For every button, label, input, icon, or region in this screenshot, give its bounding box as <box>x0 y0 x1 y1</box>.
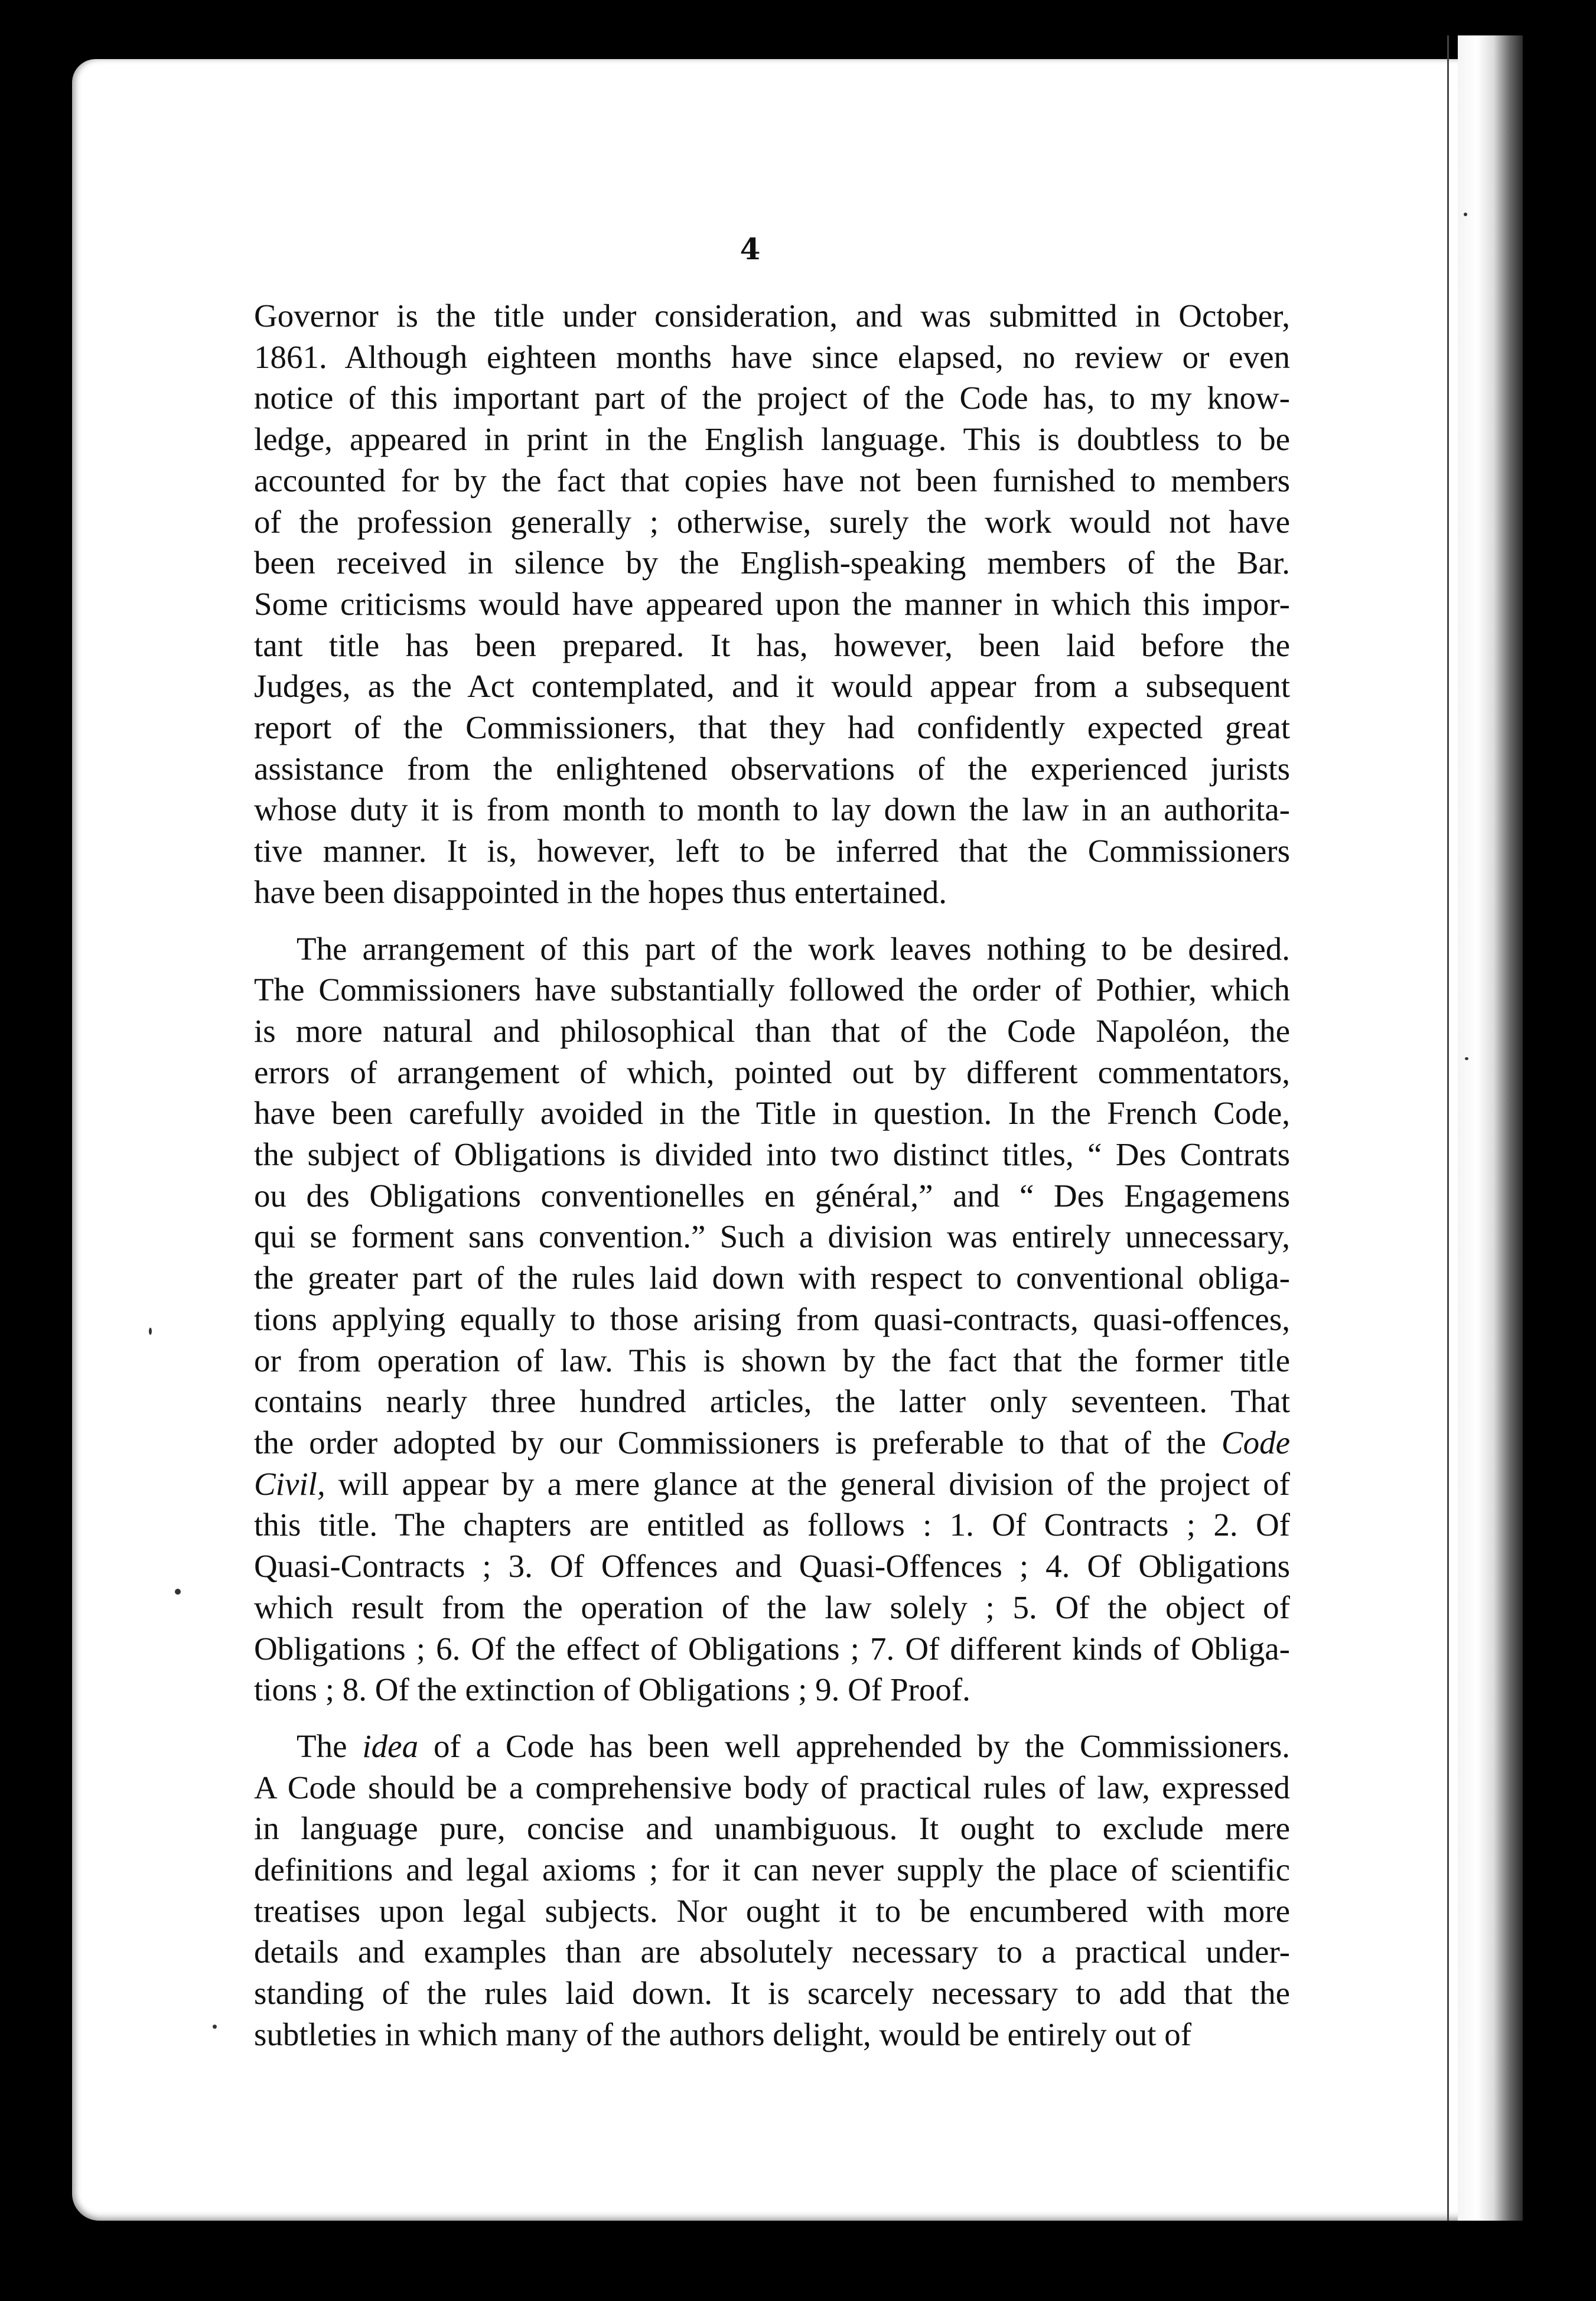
italic-word: idea <box>362 1728 419 1764</box>
text-line: the greater part of the rules laid down with respect to conventional obliga- <box>254 1260 1290 1296</box>
binding-gutter <box>1458 35 1523 2221</box>
text-line: definitions and legal axioms ; for it can never supply the place of scientific <box>254 1852 1290 1888</box>
text-line: The Commissioners have substantially followed the order of Pothier, which <box>254 972 1290 1008</box>
text-line: is more natural and philosophical than that of the Code Napoléon, the <box>254 1012 1290 1049</box>
text-line: Judges, as the Act contemplated, and it would appear from a subsequent <box>254 668 1290 705</box>
paragraph <box>254 928 1290 1710</box>
text-line: report of the Commissioners, that they had confidently expected great <box>254 709 1290 746</box>
ink-speck <box>1464 213 1467 216</box>
text-line: standing of the rules laid down. It is scarcely necessary to add that the <box>254 1975 1290 2012</box>
text-line: in language pure, concise and unambiguous. It ought to exclude mere <box>254 1810 1290 1847</box>
text-line: of the profession generally ; otherwise, surely the work would not have <box>254 503 1290 540</box>
text-line: tions applying equally to those arising from quasi-contracts, quasi-offences, <box>254 1301 1290 1337</box>
text-line: details and examples than are absolutely necessary to a practical under- <box>254 1934 1290 1970</box>
text-line: whose duty it is from month to month to lay down the law in an authorita- <box>254 791 1290 828</box>
text-line: qui se forment sans convention.” Such a division was entirely unnecessary, <box>254 1218 1290 1255</box>
text-line: 1861. Although eighteen months have since elapsed, no review or even <box>254 338 1290 375</box>
page-edge-line <box>1447 35 1449 2221</box>
text-line: accounted for by the fact that copies have not been furnished to members <box>254 462 1290 498</box>
text-line: The arrangement of this part of the work leaves nothing to be desired. <box>297 930 1290 967</box>
text-line: subtleties in which many of the authors delight, would be entirely out of <box>254 2016 1192 2052</box>
text-line: assistance from the enlightened observations of the experienced jurists <box>254 750 1290 787</box>
ink-speck <box>149 1328 152 1335</box>
paragraph <box>254 1726 1290 2055</box>
text-line: tant title has been prepared. It has, however, been laid before the <box>254 627 1290 663</box>
text-line: A Code should be a comprehensive body of practical rules of law, expressed <box>254 1769 1290 1805</box>
page-number: 4 <box>740 232 761 266</box>
paragraph-gap <box>254 1710 1290 1726</box>
text-line: Obligations ; 6. Of the effect of Obligations ; 7. Of different kinds of Obliga- <box>254 1630 1290 1667</box>
text-line: the order adopted by our Commissioners is preferable to that of the Code <box>254 1424 1290 1461</box>
paragraph-gap <box>254 913 1290 928</box>
text-line: contains nearly three hundred articles, the latter only seventeen. That <box>254 1383 1290 1420</box>
text-line: The idea of a Code has been well apprehended by the Commissioners. <box>297 1728 1290 1764</box>
text-line: Quasi-Contracts ; 3. Of Offences and Quasi-Offences ; 4. Of Obligations <box>254 1548 1290 1585</box>
text-line: which result from the operation of the law solely ; 5. Of the object of <box>254 1589 1290 1625</box>
text-line: tions ; 8. Of the extinction of Obligations ; 9. Of Proof. <box>254 1671 970 1708</box>
text-line: been received in silence by the English-speaking members of the Bar. <box>254 545 1290 581</box>
text-line: have been carefully avoided in the Title in question. In the French Code, <box>254 1095 1290 1132</box>
italic-word: Civil, <box>254 1465 325 1502</box>
text-line: ou des Obligations conventionelles en général,” and “ Des Engagemens <box>254 1177 1290 1214</box>
paragraph <box>254 295 1290 913</box>
text-line: have been disappointed in the hopes thus entertained. <box>254 874 947 910</box>
body-text <box>254 295 1290 2055</box>
text-line: the subject of Obligations is divided into two distinct titles, “ Des Contrats <box>254 1136 1290 1173</box>
text-line: this title. The chapters are entitled as follows : 1. Of Contracts ; 2. Of <box>254 1507 1290 1543</box>
ink-speck <box>213 2025 217 2029</box>
ink-speck <box>175 1589 181 1595</box>
text-line: Some criticisms would have appeared upon the manner in which this impor- <box>254 585 1290 622</box>
text-line: Civil, will appear by a mere glance at the general division of the project of <box>254 1465 1290 1502</box>
italic-word: Code <box>1221 1424 1290 1461</box>
text-line: notice of this important part of the project of the Code has, to my know- <box>254 380 1290 416</box>
text-line: tive manner. It is, however, left to be inferred that the Commissioners <box>254 833 1290 869</box>
ink-speck <box>1465 1057 1468 1060</box>
text-line: errors of arrangement of which, pointed out by different commentators, <box>254 1054 1290 1090</box>
text-line: or from operation of law. This is shown by the fact that the former title <box>254 1342 1290 1378</box>
text-line: treatises upon legal subjects. Nor ought it to be encumbered with more <box>254 1892 1290 1929</box>
text-line: Governor is the title under consideration, and was submitted in October, <box>254 298 1290 334</box>
text-line: ledge, appeared in print in the English language. This is doubtless to be <box>254 421 1290 458</box>
